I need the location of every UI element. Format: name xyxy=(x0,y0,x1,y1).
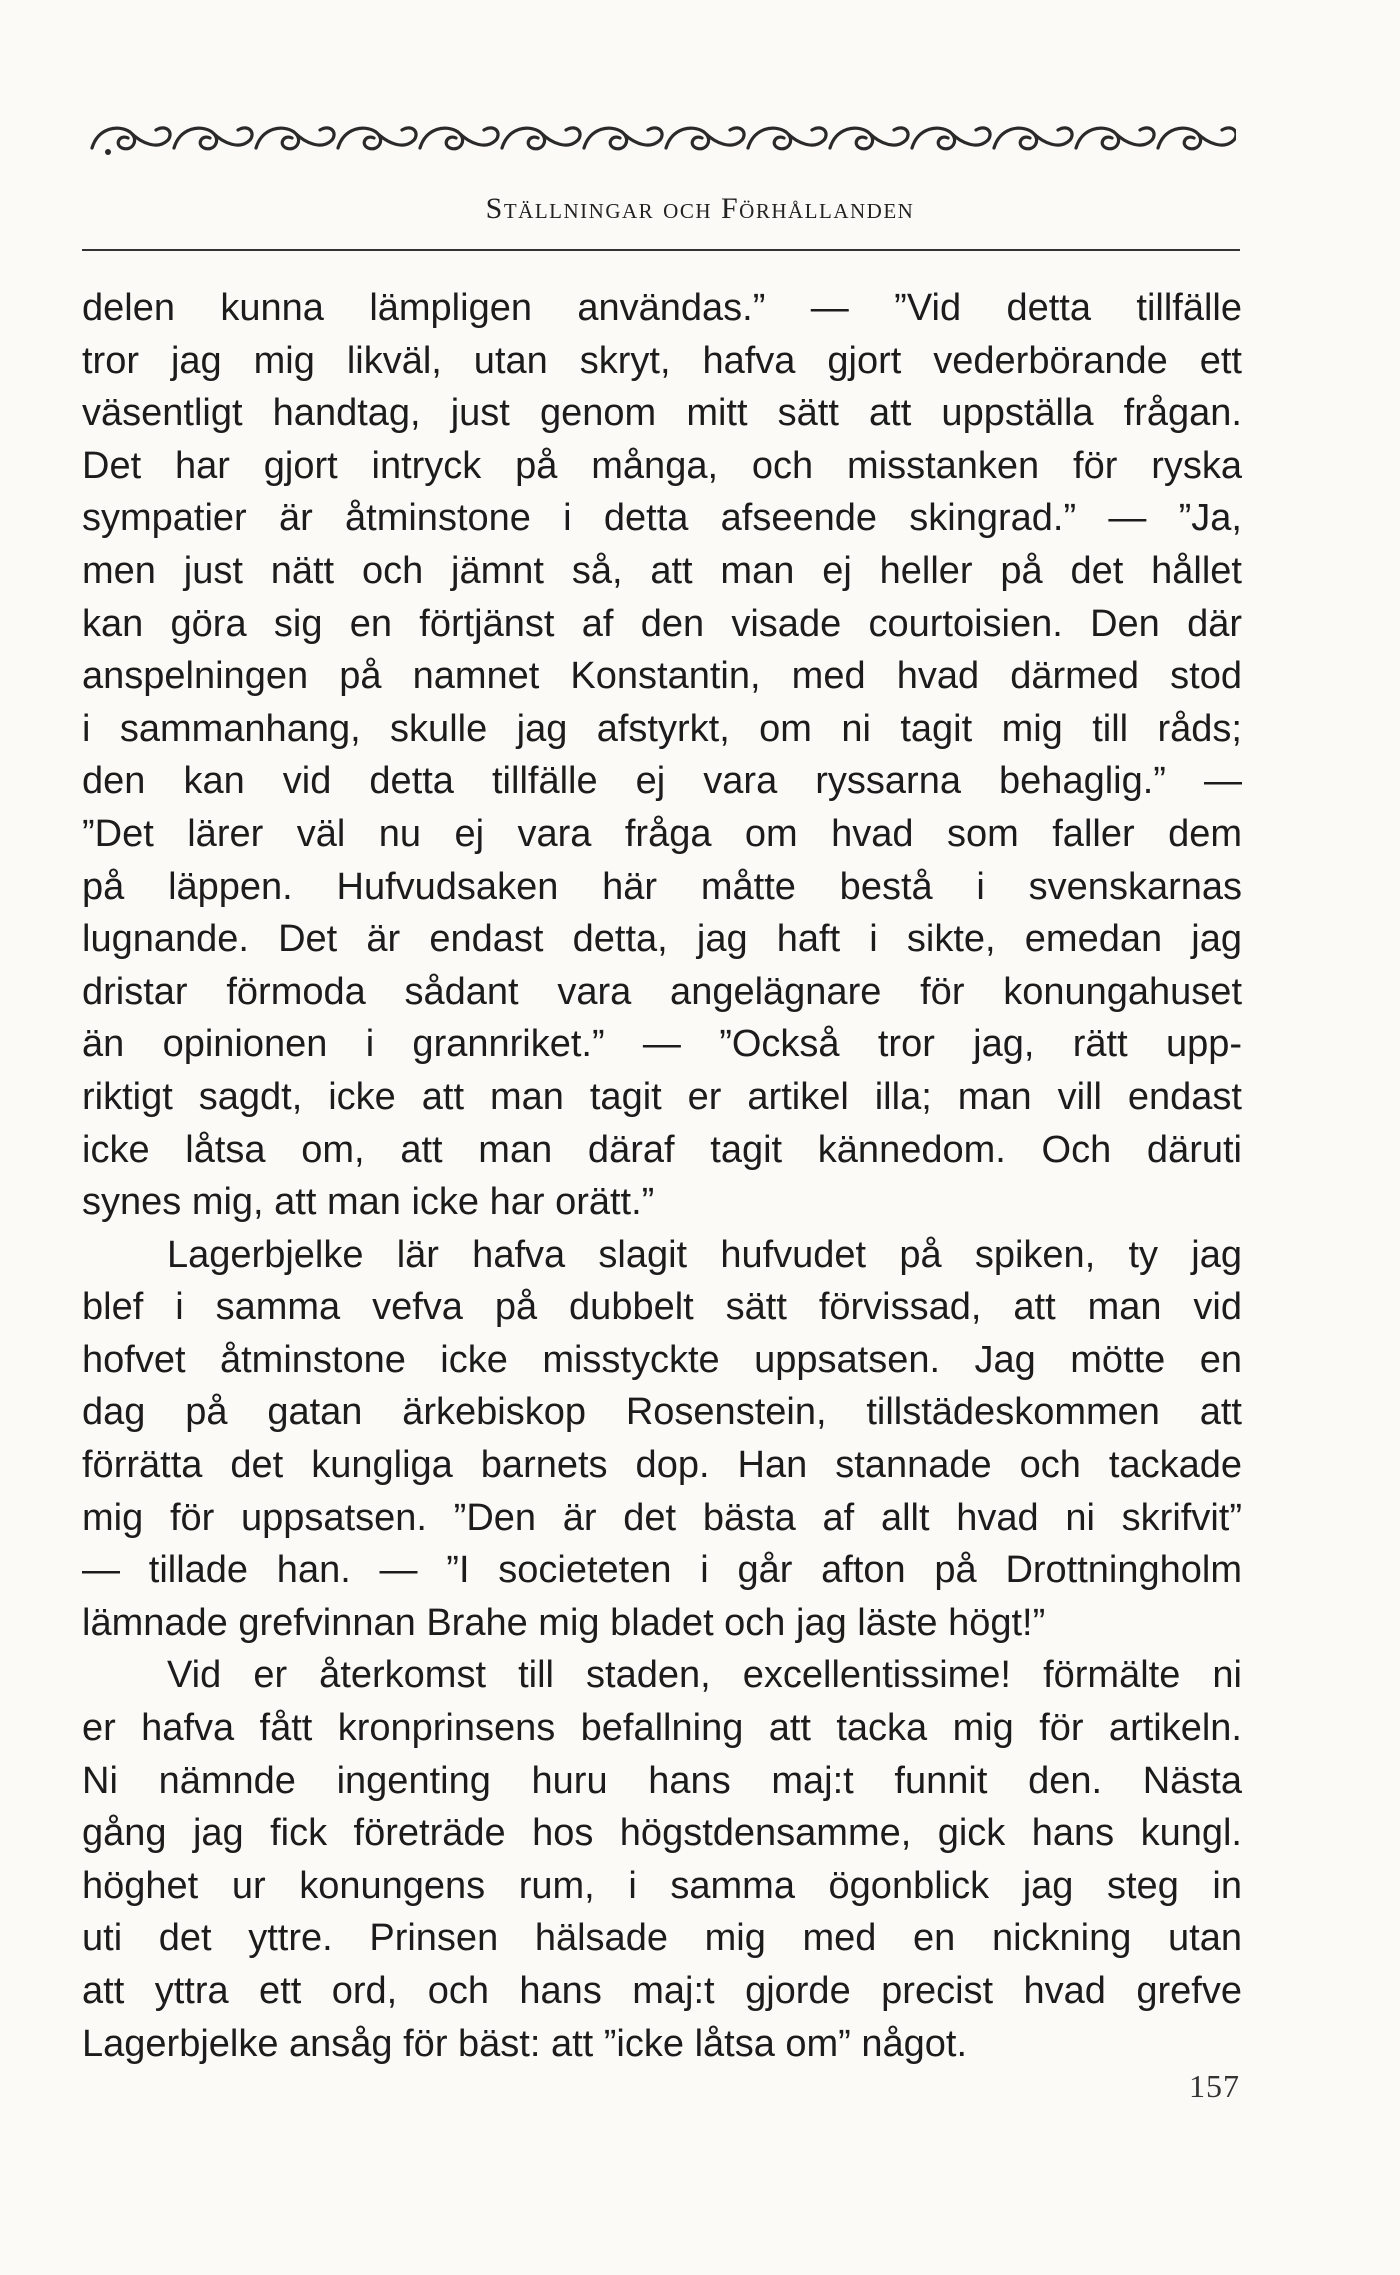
text-line: i sammanhang, skulle jag afstyrkt, om ni tagit mig till råds; xyxy=(82,707,1242,750)
text-line: delen kunna lämpligen användas.” — ”Vid detta tillfälle xyxy=(82,287,1242,329)
scroll-ornament-icon xyxy=(88,118,1236,162)
text-line: att yttra ett ord, och hans maj:t gjorde precist hvad grefve xyxy=(82,1970,1242,2012)
text-line: ”Det lärer väl nu ej vara fråga om hvad som faller dem xyxy=(82,812,1242,855)
paragraph-start-line: Lagerbjelke lär hafva slagit hufvudet på spiken, ty jag xyxy=(167,1233,1242,1276)
text-line: sympatier är åtminstone i detta afseende skingrad.” — ”Ja, xyxy=(82,497,1242,540)
body-text xyxy=(82,282,1242,2070)
text-line: mig för uppsatsen. ”Den är det bästa af allt hvad ni skrifvit” xyxy=(82,1496,1242,1539)
paragraph-start-line: Vid er återkomst till staden, excellentissime! förmälte ni xyxy=(167,1654,1242,1697)
text-line: gång jag fick företräde hos högstdensamme, gick hans kungl. xyxy=(82,1812,1242,1855)
text-line: anspelningen på namnet Konstantin, med hvad därmed stod xyxy=(82,655,1242,698)
text-line: er hafva fått kronprinsens befallning att tacka mig för artikeln. xyxy=(82,1707,1242,1750)
text-line: förrätta det kungliga barnets dop. Han stannade och tackade xyxy=(82,1444,1242,1487)
page-number: 157 xyxy=(1189,2068,1240,2104)
text-line: Det har gjort intryck på många, och misstanken för ryska xyxy=(82,444,1242,487)
text-line: höghet ur konungens rum, i samma ögonblick jag steg in xyxy=(82,1864,1242,1907)
text-line: Lagerbjelke ansåg för bäst: att ”icke låtsa om” något. xyxy=(82,2022,968,2065)
text-line: Ni nämnde ingenting huru hans maj:t funnit den. Nästa xyxy=(82,1759,1242,1802)
text-line: än opinionen i grannriket.” — ”Också tror jag, rätt upp- xyxy=(82,1023,1242,1066)
text-line: men just nätt och jämnt så, att man ej heller på det hållet xyxy=(82,549,1242,592)
running-head-title: Ställningar och Förhållanden xyxy=(485,192,915,225)
text-line: tror jag mig likväl, utan skryt, hafva gjort vederbörande ett xyxy=(82,339,1242,382)
text-line: — tillade han. — ”I societeten i går afton på Drottningholm xyxy=(82,1549,1242,1592)
text-line: uti det yttre. Prinsen hälsade mig med en nickning utan xyxy=(82,1917,1242,1960)
text-line: väsentligt handtag, just genom mitt sätt att uppställa frågan. xyxy=(82,392,1242,435)
text-line: blef i samma vefva på dubbelt sätt förvissad, att man vid xyxy=(82,1286,1242,1329)
text-line: kan göra sig en förtjänst af den visade courtoisien. Den där xyxy=(82,602,1242,645)
text-line: dag på gatan ärkebiskop Rosenstein, tillstädeskommen att xyxy=(82,1391,1242,1434)
text-line: dristar förmoda sådant vara angelägnare för konungahuset xyxy=(82,970,1242,1013)
text-line: synes mig, att man icke har orätt.” xyxy=(82,1181,655,1224)
text-line: den kan vid detta tillfälle ej vara ryssarna behaglig.” — xyxy=(82,760,1242,803)
text-line: hofvet åtminstone icke misstyckte uppsatsen. Jag mötte en xyxy=(82,1338,1242,1381)
text-line: icke låtsa om, att man däraf tagit kännedom. Och däruti xyxy=(82,1128,1242,1171)
header-rule xyxy=(82,249,1240,251)
text-line: lugnande. Det är endast detta, jag haft i sikte, emedan jag xyxy=(82,918,1242,961)
text-line: riktigt sagdt, icke att man tagit er artikel illa; man vill endast xyxy=(82,1075,1242,1118)
text-line: lämnade grefvinnan Brahe mig bladet och jag läste högt!” xyxy=(82,1601,1046,1644)
text-line: på läppen. Hufvudsaken här måtte bestå i svenskarnas xyxy=(82,865,1242,908)
